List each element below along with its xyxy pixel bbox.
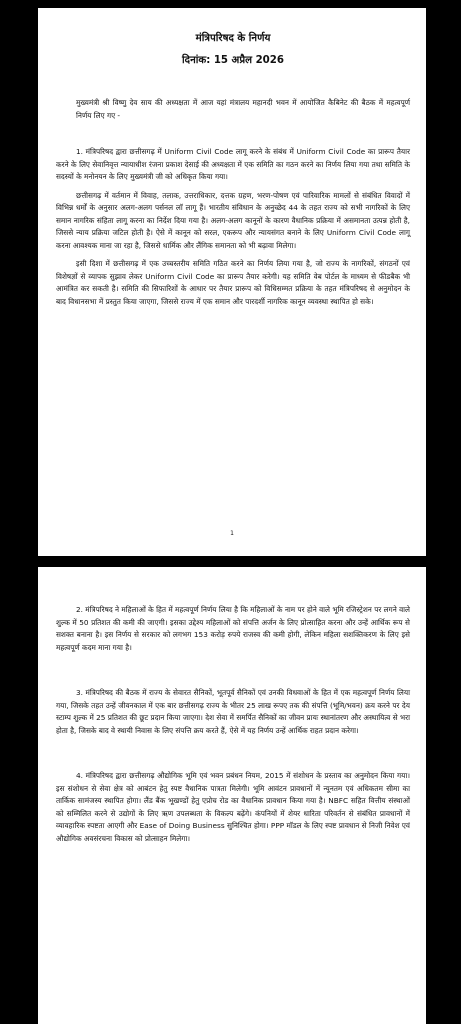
decision-1-committee-paragraph: इसी दिशा में छत्तीसगढ़ में एक उच्चस्तरीय समिति गठित करने का निर्णय लिया गया है, जो राज्य के नागरिकों, संगठनों एवं विशेषज्ञों से व्यापक सुझाव लेकर Uniform Civil Code का प्रारूप तैयार करेगी। यह समिति वेब पोर्टल के माध्यम से फीडबैक भी आमंत्रित कर सकती है। समिति की सिफारिशों के आधार पर तैयार प्रारूप को विधिसम्मत प्रक्रिया के तहत मंत्रिपरिषद से अनुमोदन के बाद विधानसभा में प्रस्तुत किया जाएगा, जिससे राज्य में एक समान और पारदर्शी नागरिक कानून व्यवस्था स्थापित हो सके।	[56, 259, 410, 306]
page-number: 1	[230, 530, 234, 537]
decision-3-paragraph: 3. मंत्रिपरिषद की बैठक में राज्य के सेवारत सैनिकों, भूतपूर्व सैनिकों एवं उनकी विधवाओं के हित में एक महत्वपूर्ण निर्णय लिया गया, जिसके तहत उन्हें जीवनकाल में एक बार छत्तीसगढ़ राज्य के भीतर 25 लाख रूपए तक की संपत्ति (भूमि/भवन) क्रय करने पर देय स्टाम्प शुल्क में 25 प्रतिशत की छूट प्रदान किया जाएगा। देश सेवा में समर्पित सैनिकों का जीवन प्रायः स्थानांतरण और अस्थायित्व से भरा होता है, जिसके बाद वे स्थायी निवास के लिए संपत्ति क्रय करते हैं, ऐसे में यह निर्णय उन्हें आर्थिक राहत प्रदान करेगा।	[56, 688, 410, 735]
intro-paragraph: मुख्यमंत्री श्री विष्णु देव साय की अध्यक्षता में आज यहां मंत्रालय महानदी भवन में आयोजित कैबिनेट की बैठक में महत्वपूर्ण निर्णय लिए गए -	[76, 98, 410, 120]
decision-4-paragraph: 4. मंत्रिपरिषद द्वारा छत्तीसगढ़ औद्योगिक भूमि एवं भवन प्रबंधन नियम, 2015 में संशोधन के प्रस्ताव का अनुमोदन किया गया। इस संशोधन से सेवा क्षेत्र को आबंटन हेतु स्पष्ट वैधानिक पात्रता मिलेगी। भूमि आवंटन प्रावधानों में न्यूनतम एवं अधिकतम सीमा का तार्किक सामंजस्य स्थापित होगा। लैंड बैंक भूखण्डों हेतु एप्रोच रोड का वैधानिक प्रावधान किया गया है। NBFC सहित वित्तीय संस्थाओं को सम्मिलित करने से उद्योगों के लिए ऋण उपलब्धता के विकल्प बढ़ेंगे। कंपनियों में शेयर धारिता परिवर्तन से संबंधित प्रावधानों में व्यावहारिक स्पष्टता आएगी और Ease of Doing Business सुनिश्चित होगा। PPP मॉडल के लिए स्पष्ट प्रावधान से निजी निवेश एवं औद्योगिक अवसंरचना विकास को प्रोत्साहन मिलेगा।	[56, 771, 410, 843]
document-page-2	[38, 567, 426, 1024]
document-date: दिनांक: 15 अप्रैल 2026	[182, 55, 284, 66]
document-page-1	[38, 8, 426, 556]
document-title: मंत्रिपरिषद के निर्णय	[195, 33, 271, 44]
decision-2-paragraph: 2. मंत्रिपरिषद ने महिलाओं के हित में महत्वपूर्ण निर्णय लिया है कि महिलाओं के नाम पर होने वाले भूमि रजिस्ट्रेशन पर लगने वाले शुल्क में 50 प्रतिशत की कमी की जाएगी। इसका उद्देश्य महिलाओं को संपत्ति अर्जन के लिए प्रोत्साहित करना और उन्हें आर्थिक रूप से सशक्त बनाना है। इस निर्णय से सरकार को लगभग 153 करोड़ रुपये राजस्व की कमी होगी, लेकिन महिला सशक्तिकरण के लिए इसे महत्वपूर्ण कदम माना गया है।	[56, 605, 410, 652]
decision-1-paragraph: 1. मंत्रिपरिषद द्वारा छत्तीसगढ़ में Uniform Civil Code लागू करने के संबंध में Uniform Civil Code का प्रारूप तैयार करने के लिए सेवानिवृत्त न्यायाधीश रंजना प्रकाश देसाई की अध्यक्षता में एक समिति का गठन करने का निर्णय लिया गया तथा समिति के सदस्यों के मनोनयन के लिए मुख्यमंत्री जी को अधिकृत किया गया।	[56, 147, 410, 181]
decision-1-context-paragraph: छत्तीसगढ़ में वर्तमान में विवाह, तलाक, उत्तराधिकार, दत्तक ग्रहण, भरण-पोषण एवं पारिवारिक मामलों से संबंधित विवादों में विभिन्न धर्मों के अनुसार अलग-अलग पर्सनल लॉ लागू हैं। भारतीय संविधान के अनुच्छेद 44 के तहत राज्य को सभी नागरिकों के लिए समान नागरिक संहिता लागू करना का निर्देश दिया गया है। अलग-अलग कानूनों के कारण वैधानिक प्रक्रिया में असमानता उत्पन्न होती है, जिससे न्याय प्रक्रिया जटिल होती है। ऐसे में कानून को सरल, एकरूप और न्यायसंगत बनाने के लिए Uniform Civil Code लागू करना आवश्यक माना जा रहा है, जिससे धार्मिक और लैंगिक समानता को भी बढ़ावा मिलेगा।	[56, 190, 410, 250]
